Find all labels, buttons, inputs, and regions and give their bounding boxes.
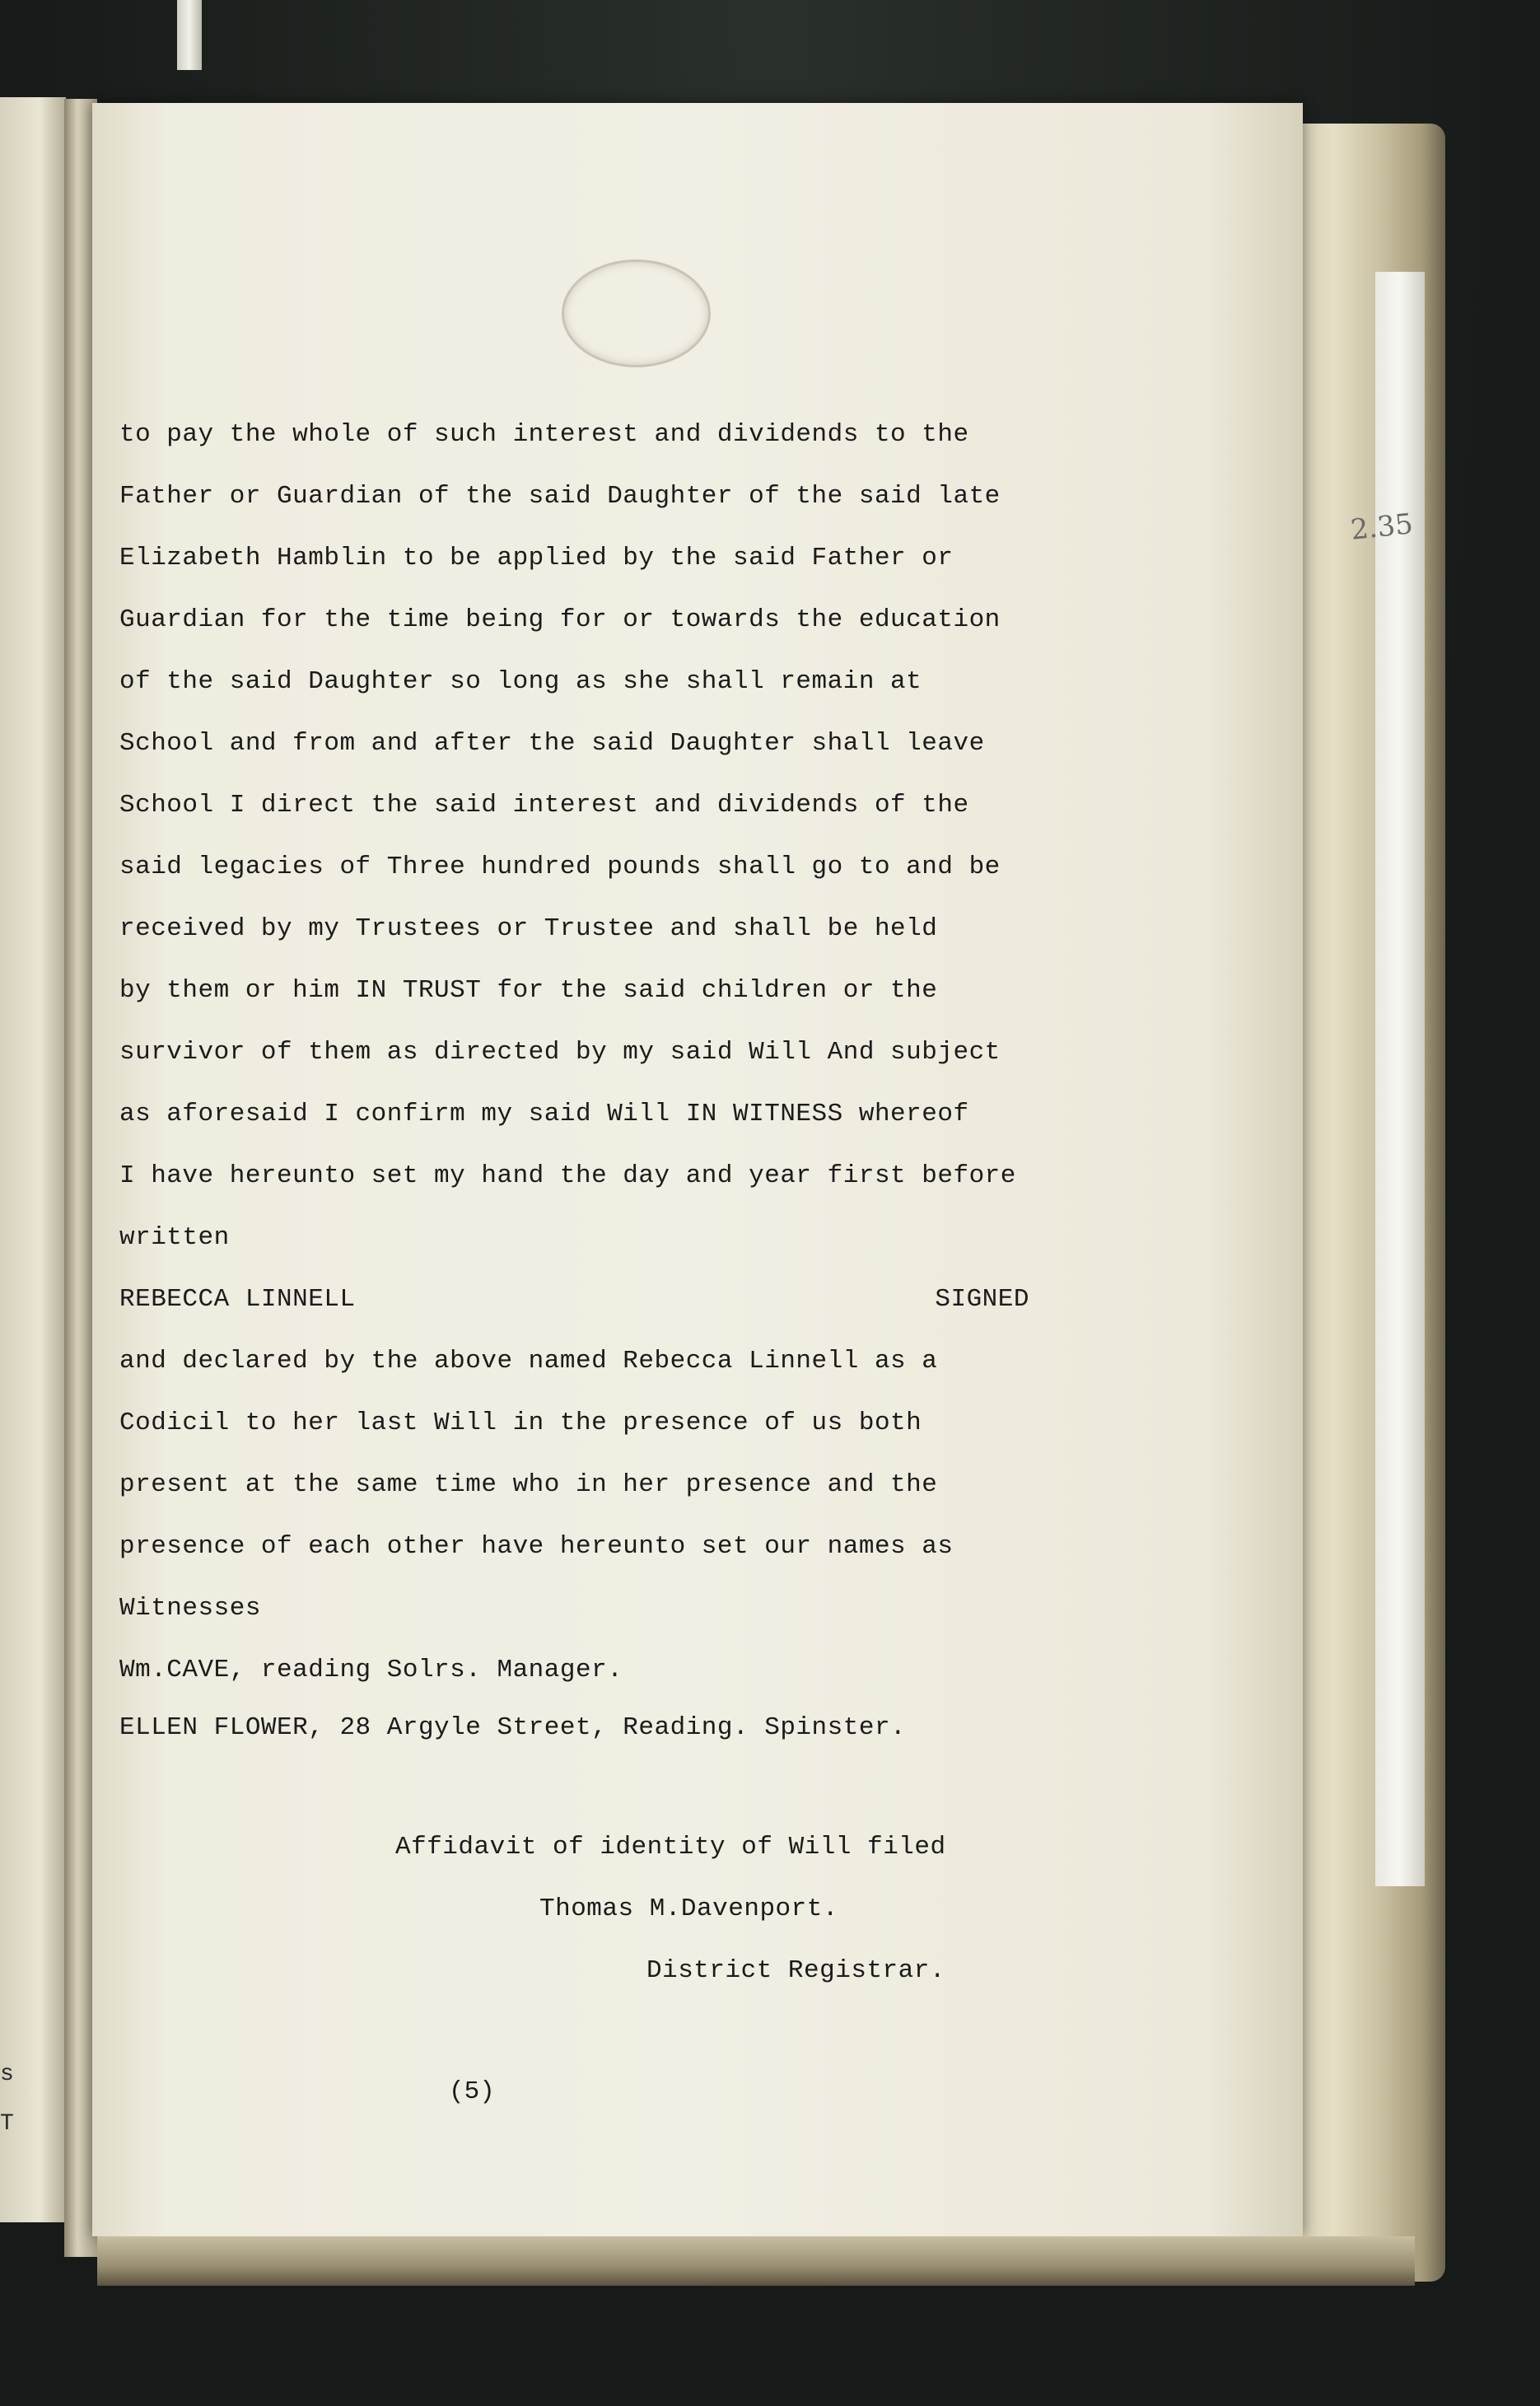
body-line: as aforesaid I confirm my said Will IN WITNESS whereof (119, 1100, 969, 1128)
body-line: Elizabeth Hamblin to be applied by the said Father or (119, 544, 954, 572)
left-page-fragment: s (0, 2062, 14, 2087)
left-page-fragment: T (0, 2111, 14, 2137)
left-page-edge (0, 97, 66, 2222)
attestation-line: and declared by the above named Rebecca Linnell as a (119, 1347, 938, 1376)
body-line: written (119, 1223, 230, 1252)
body-line: I have hereunto set my hand the day and year first before (119, 1161, 1016, 1190)
body-line: School and from and after the said Daughter shall leave (119, 729, 985, 758)
attestation-line: presence of each other have hereunto set our names as (119, 1532, 954, 1561)
page-bottom-edge (97, 2236, 1415, 2286)
witness-line: ELLEN FLOWER, 28 Argyle Street, Reading. Spinster. (119, 1713, 907, 1742)
body-line: received by my Trustees or Trustee and shall be held (119, 914, 938, 943)
registrar-name: Thomas M.Davenport. (539, 1894, 838, 1923)
signatory-name: REBECCA LINNELL (119, 1285, 356, 1314)
registrar-title: District Registrar. (646, 1956, 945, 1985)
signed-label: SIGNED (935, 1285, 1029, 1314)
page-stack-edge (1285, 124, 1445, 2282)
margin-note: 2.35 (1349, 507, 1415, 547)
witness-line: Wm.CAVE, reading Solrs. Manager. (119, 1656, 623, 1684)
body-line: Father or Guardian of the said Daughter of the said late (119, 482, 1001, 511)
embossed-seal (562, 259, 711, 367)
body-line: said legacies of Three hundred pounds shall go to and be (119, 853, 1001, 881)
body-line: Guardian for the time being for or towards the education (119, 605, 1001, 634)
body-line: of the said Daughter so long as she shall remain at (119, 667, 922, 696)
signature-row (119, 1285, 1029, 1314)
book-spine-tab (177, 0, 202, 70)
body-line: survivor of them as directed by my said Will And subject (119, 1038, 1001, 1067)
affidavit-line: Affidavit of identity of Will filed (395, 1833, 946, 1862)
body-line: School I direct the said interest and dividends of the (119, 791, 969, 820)
page-number: (5) (449, 2077, 495, 2106)
attestation-line: Witnesses (119, 1594, 261, 1623)
attestation-line: present at the same time who in her presence and the (119, 1470, 938, 1499)
attestation-line: Codicil to her last Will in the presence of us both (119, 1409, 922, 1437)
body-line: by them or him IN TRUST for the said children or the (119, 976, 938, 1005)
body-line: to pay the whole of such interest and dividends to the (119, 420, 969, 449)
